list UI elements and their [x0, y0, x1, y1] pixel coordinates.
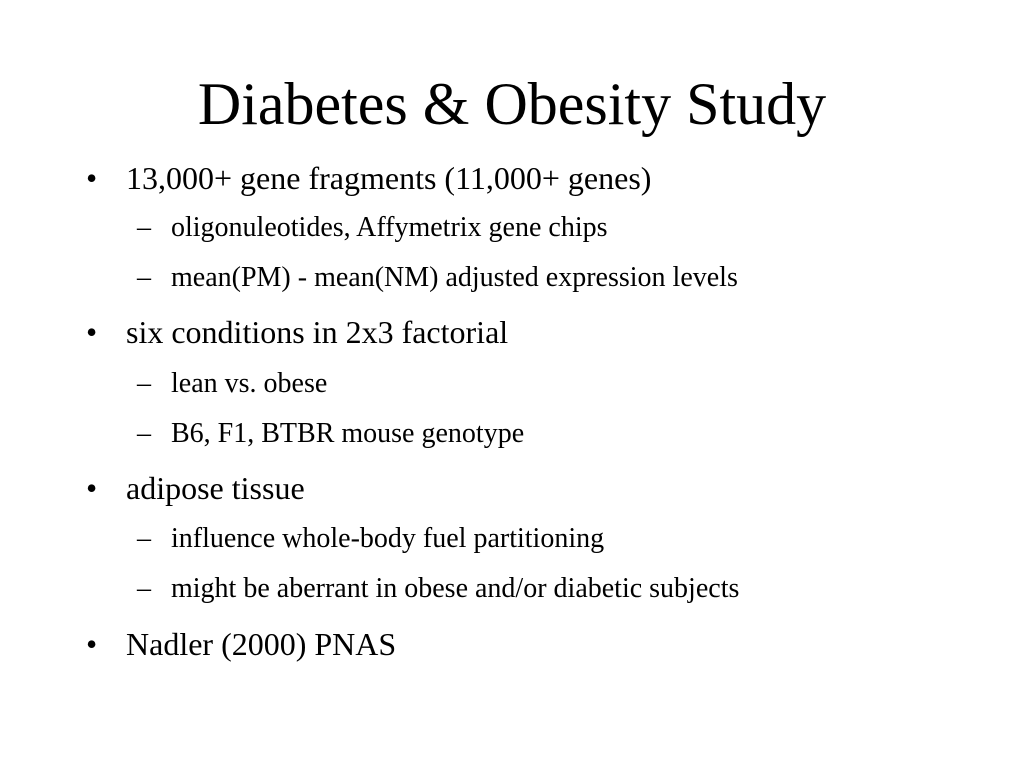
sub-bullet-marker: –	[137, 573, 151, 604]
bullet-text: Nadler (2000) PNAS	[126, 626, 397, 662]
sub-bullet-text: influence whole-body fuel partitioning	[171, 523, 605, 554]
bullet-text: adipose tissue	[126, 470, 305, 506]
bullet-marker: •	[86, 470, 98, 506]
bullet-marker: •	[86, 314, 98, 350]
bullet-text: 13,000+ gene fragments (11,000+ genes)	[126, 160, 652, 196]
sub-bullet-marker: –	[137, 262, 151, 293]
bullet-marker: •	[86, 160, 98, 196]
bullet-marker: •	[86, 626, 98, 662]
sub-bullet-marker: –	[137, 523, 151, 554]
bullet-text: six conditions in 2x3 factorial	[126, 314, 509, 350]
sub-bullet-text: B6, F1, BTBR mouse genotype	[171, 418, 525, 449]
sub-bullet-marker: –	[137, 368, 151, 399]
sub-bullet-text: oligonuleotides, Affymetrix gene chips	[171, 212, 608, 243]
sub-bullet-text: lean vs. obese	[171, 368, 328, 399]
sub-bullet-text: might be aberrant in obese and/or diabetic subjects	[171, 573, 740, 604]
slide-title: Diabetes & Obesity Study	[197, 71, 827, 137]
sub-bullet-text: mean(PM) - mean(NM) adjusted expression levels	[171, 262, 738, 293]
sub-bullet-marker: –	[137, 212, 151, 243]
sub-bullet-marker: –	[137, 418, 151, 449]
